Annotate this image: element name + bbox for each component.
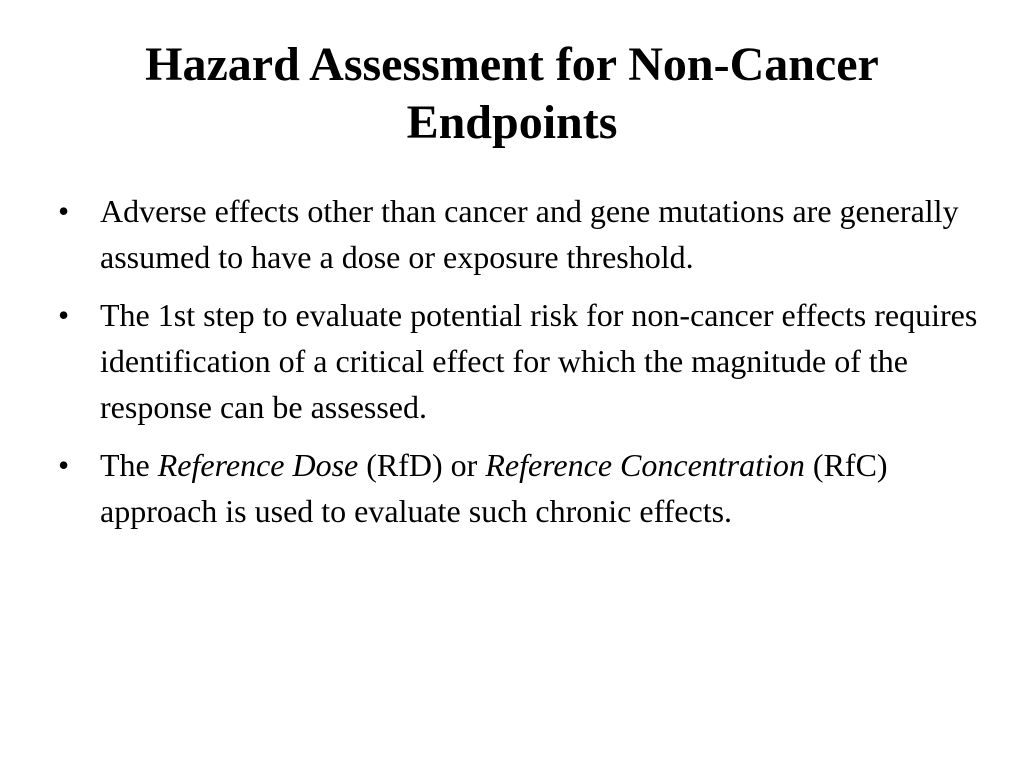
bullet-icon: • bbox=[58, 193, 70, 229]
bullet-text-part: (RfD) or bbox=[358, 447, 486, 483]
bullet-item bbox=[58, 292, 978, 430]
slide-title: Hazard Assessment for Non-Cancer Endpoints bbox=[145, 38, 879, 149]
bullet-icon: • bbox=[58, 447, 70, 483]
bullet-text-part: (RfC) approach is used to evaluate such chronic effects. bbox=[100, 447, 888, 529]
bullet-item bbox=[58, 442, 978, 534]
bullet-text: Adverse effects other than cancer and gene mutations are generally assumed to have a dose or exposure threshold. bbox=[100, 193, 959, 275]
bullet-list bbox=[58, 188, 978, 546]
bullet-text-part: The bbox=[100, 447, 158, 483]
bullet-text bbox=[100, 447, 888, 529]
term-reference-concentration: Reference Concentration bbox=[485, 447, 805, 483]
bullet-icon: • bbox=[58, 297, 70, 333]
bullet-item bbox=[58, 188, 978, 280]
bullet-text: The 1st step to evaluate potential risk for non-cancer effects requires identification of a critical effect for which the magnitude of the response can be assessed. bbox=[100, 297, 978, 425]
term-reference-dose: Reference Dose bbox=[157, 447, 359, 483]
